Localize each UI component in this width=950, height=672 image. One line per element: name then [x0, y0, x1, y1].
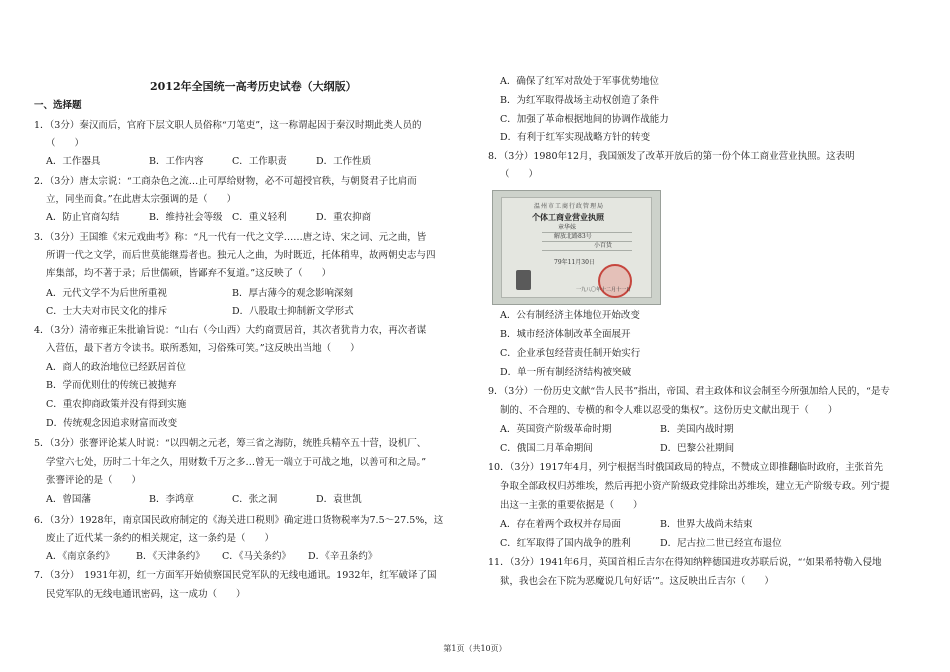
question-5-option-c[interactable]: C．张之洞 [232, 494, 278, 505]
page-title: 2012年全国统一高考历史试卷（大纲版） [150, 80, 357, 93]
question-5-option-d[interactable]: D．袁世凯 [316, 494, 362, 505]
page-footer: 第1页（共10页） [443, 644, 507, 653]
question-4-option-b[interactable]: B．学而优则仕的传统已被抛弃 [46, 380, 177, 391]
section-heading: 一、选择题 [34, 100, 82, 111]
question-7-option-d[interactable]: D．有利于红军实现战略方针的转变 [500, 132, 651, 143]
question-7-option-b[interactable]: B．为红军取得战场主动权创造了条件 [500, 95, 659, 106]
question-2-option-b[interactable]: B．维持社会等级 [149, 212, 223, 223]
license-issue-date: 一九八〇年十二月十一日 [576, 287, 632, 293]
question-8-option-b[interactable]: B．城市经济体制改革全面展开 [500, 329, 631, 340]
question-9-option-a[interactable]: A．英国资产阶级革命时期 [500, 424, 612, 435]
question-6-text-line2: 废止了近代某一条约的相关规定，这一条约是（ ） [46, 533, 275, 544]
license-rule [542, 241, 632, 242]
question-5-text-line1: 5．（3分）张謇评论某人时说：“以四朝之元老，筹三省之海防，统胜兵精卒五十营，设机厂、 [34, 438, 427, 449]
question-5-option-a[interactable]: A．曾国藩 [46, 494, 91, 505]
question-3-option-a[interactable]: A．元代文学不为后世所重视 [46, 288, 167, 299]
question-4-text-line1: 4．（3分）清帝雍正朱批谕旨说：“山右（今山西）大约商贾居首，其次者犹肯力农，再次者谋 [34, 325, 427, 336]
question-8-text-line2: （ ） [500, 169, 539, 180]
question-7-text-line1: 7．（3分） 1931年初，红一方面军开始侦察国民党军队的无线电通讯。1932年，红军破译了国 [34, 570, 437, 581]
license-name: 章华妹 [558, 224, 577, 231]
question-6-option-d[interactable]: D．《辛丑条约》 [308, 551, 378, 562]
question-4-option-a[interactable]: A．商人的政治地位已经跃居首位 [46, 362, 186, 373]
question-10-option-a[interactable]: A．存在着两个政权并存局面 [500, 519, 621, 530]
question-4-option-d[interactable]: D．传统观念因追求财富而改变 [46, 418, 178, 429]
question-5-text-line3: 张謇评论的是（ ） [46, 475, 142, 486]
question-1-option-a[interactable]: A．工作器具 [46, 156, 101, 167]
question-1-text-line1: 1．（3分）秦汉而后，官府下层文职人员俗称“刀笔吏”，这一称谓起因于秦汉时期此类人员的 [34, 120, 422, 131]
question-2-text-line1: 2．（3分）唐太宗说：“工商杂色之流…止可厚给财物，必不可超授官秩，与朝贤君子比肩而 [34, 176, 417, 187]
question-7-option-a[interactable]: A．确保了红军对敌处于军事优势地位 [500, 76, 659, 87]
question-3-text-line1: 3．（3分）王国维《宋元戏曲考》称：“凡一代有一代之文学……唐之诗、宋之词、元之曲，皆 [34, 232, 427, 243]
question-8-text-line1: 8．（3分）1980年12月，我国颁发了改革开放后的第一份个体工商业营业执照。这表明 [488, 151, 855, 162]
question-8-option-a[interactable]: A．公有制经济主体地位开始改变 [500, 310, 640, 321]
question-3-option-b[interactable]: B．厚古薄今的观念影响深刻 [232, 288, 353, 299]
business-license-photo [492, 190, 661, 305]
question-3-text-line2: 所谓一代之文学，而后世莫能继焉者也。独元人之曲，为时既近，托体稍卑，故两朝史志与四 [46, 250, 436, 261]
license-business: 小百货 [594, 242, 613, 249]
license-rule [542, 250, 632, 251]
question-10-text-line3: 出这一主张的重要依据是（ ） [500, 500, 643, 511]
license-card [501, 197, 652, 298]
question-7-option-c[interactable]: C．加强了革命根据地间的协调作战能力 [500, 114, 669, 125]
license-address: 解放北路83号 [554, 233, 592, 240]
question-2-option-c[interactable]: C．重义轻利 [232, 212, 287, 223]
question-5-text-line2: 学堂六七处，历时二十年之久，用财数千万之多…曾无一端立于可战之地，以善可和之局。” [46, 457, 427, 468]
license-portrait [516, 270, 531, 290]
question-10-option-d[interactable]: D．尼古拉二世已经宣布退位 [660, 538, 782, 549]
question-6-option-a[interactable]: A．《南京条约》 [46, 551, 115, 562]
question-4-text-line2: 入营伍，最下者方令读书。联所悉知，习俗殊可笑。”这反映出当地（ ） [46, 343, 360, 354]
question-10-text-line2: 争取全部政权归苏维埃，然后再把小资产阶级政党排除出苏维埃，建立无产阶级专政。列宁提 [500, 481, 890, 492]
question-11-text-line1: 11．（3分）1941年6月，英国首相丘吉尔在得知纳粹德国进攻苏联后说，“‘如果希特勒入侵地 [488, 557, 882, 568]
question-5-option-b[interactable]: B．李鸿章 [149, 494, 194, 505]
question-8-option-d[interactable]: D．单一所有制经济结构被突破 [500, 367, 632, 378]
question-11-text-line2: 狱，我也会在下院为恶魔说几句好话’”。这反映出丘吉尔（ ） [500, 576, 774, 587]
question-1-option-d[interactable]: D．工作性质 [316, 156, 372, 167]
license-title: 个体工商业营业执照 [532, 212, 604, 222]
license-issuer: 温州市工商行政管理局 [534, 203, 605, 210]
question-9-option-d[interactable]: D．巴黎公社期间 [660, 443, 735, 454]
question-2-option-d[interactable]: D．重农抑商 [316, 212, 372, 223]
question-10-option-b[interactable]: B．世界大战尚未结束 [660, 519, 753, 530]
question-3-text-line3: 库集部，均不著于录；后世儒硕，皆鄙弃不复道。”这反映了（ ） [46, 268, 332, 279]
license-date: 79年11月30日 [554, 259, 595, 266]
question-7-text-line2: 民党军队的无线电通讯密码，这一成功（ ） [46, 589, 246, 600]
question-9-text-line2: 制的、不合理的、专横的和令人难以忍受的集权”。这份历史文献出现于（ ） [500, 405, 838, 416]
question-6-option-b[interactable]: B．《天津条约》 [136, 551, 205, 562]
question-9-text-line1: 9．（3分）一份历史文献“告人民书”指出，帝国、君主政体和议会制至今所强加给人民的，“是专 [488, 386, 890, 397]
question-3-option-c[interactable]: C．士大夫对市民文化的排斥 [46, 306, 168, 317]
question-6-text-line1: 6．（3分）1928年，南京国民政府制定的《海关进口税则》确定进口货物税率为7.5～27.5%，这 [34, 515, 444, 526]
question-10-text-line1: 10．（3分）1917年4月，列宁根据当时俄国政局的特点，不赞成立即推翻临时政府，主张首先 [488, 462, 884, 473]
question-8-option-c[interactable]: C．企业承包经营责任制开始实行 [500, 348, 641, 359]
question-6-option-c[interactable]: C．《马关条约》 [222, 551, 292, 562]
question-4-option-c[interactable]: C．重农抑商政策并没有得到实施 [46, 399, 187, 410]
question-9-option-b[interactable]: B．美国内战时期 [660, 424, 734, 435]
question-2-option-a[interactable]: A．防止官商勾结 [46, 212, 120, 223]
question-1-text-line2: （ ） [46, 138, 85, 149]
question-9-option-c[interactable]: C．俄国二月革命期间 [500, 443, 593, 454]
question-2-text-line2: 立，同坐而食。”在此唐太宗强调的是（ ） [46, 194, 237, 205]
question-10-option-c[interactable]: C．红军取得了国内战争的胜利 [500, 538, 631, 549]
question-1-option-b[interactable]: B．工作内容 [149, 156, 204, 167]
question-3-option-d[interactable]: D．八股取士抑制新文学形式 [232, 306, 354, 317]
question-1-option-c[interactable]: C．工作职责 [232, 156, 287, 167]
